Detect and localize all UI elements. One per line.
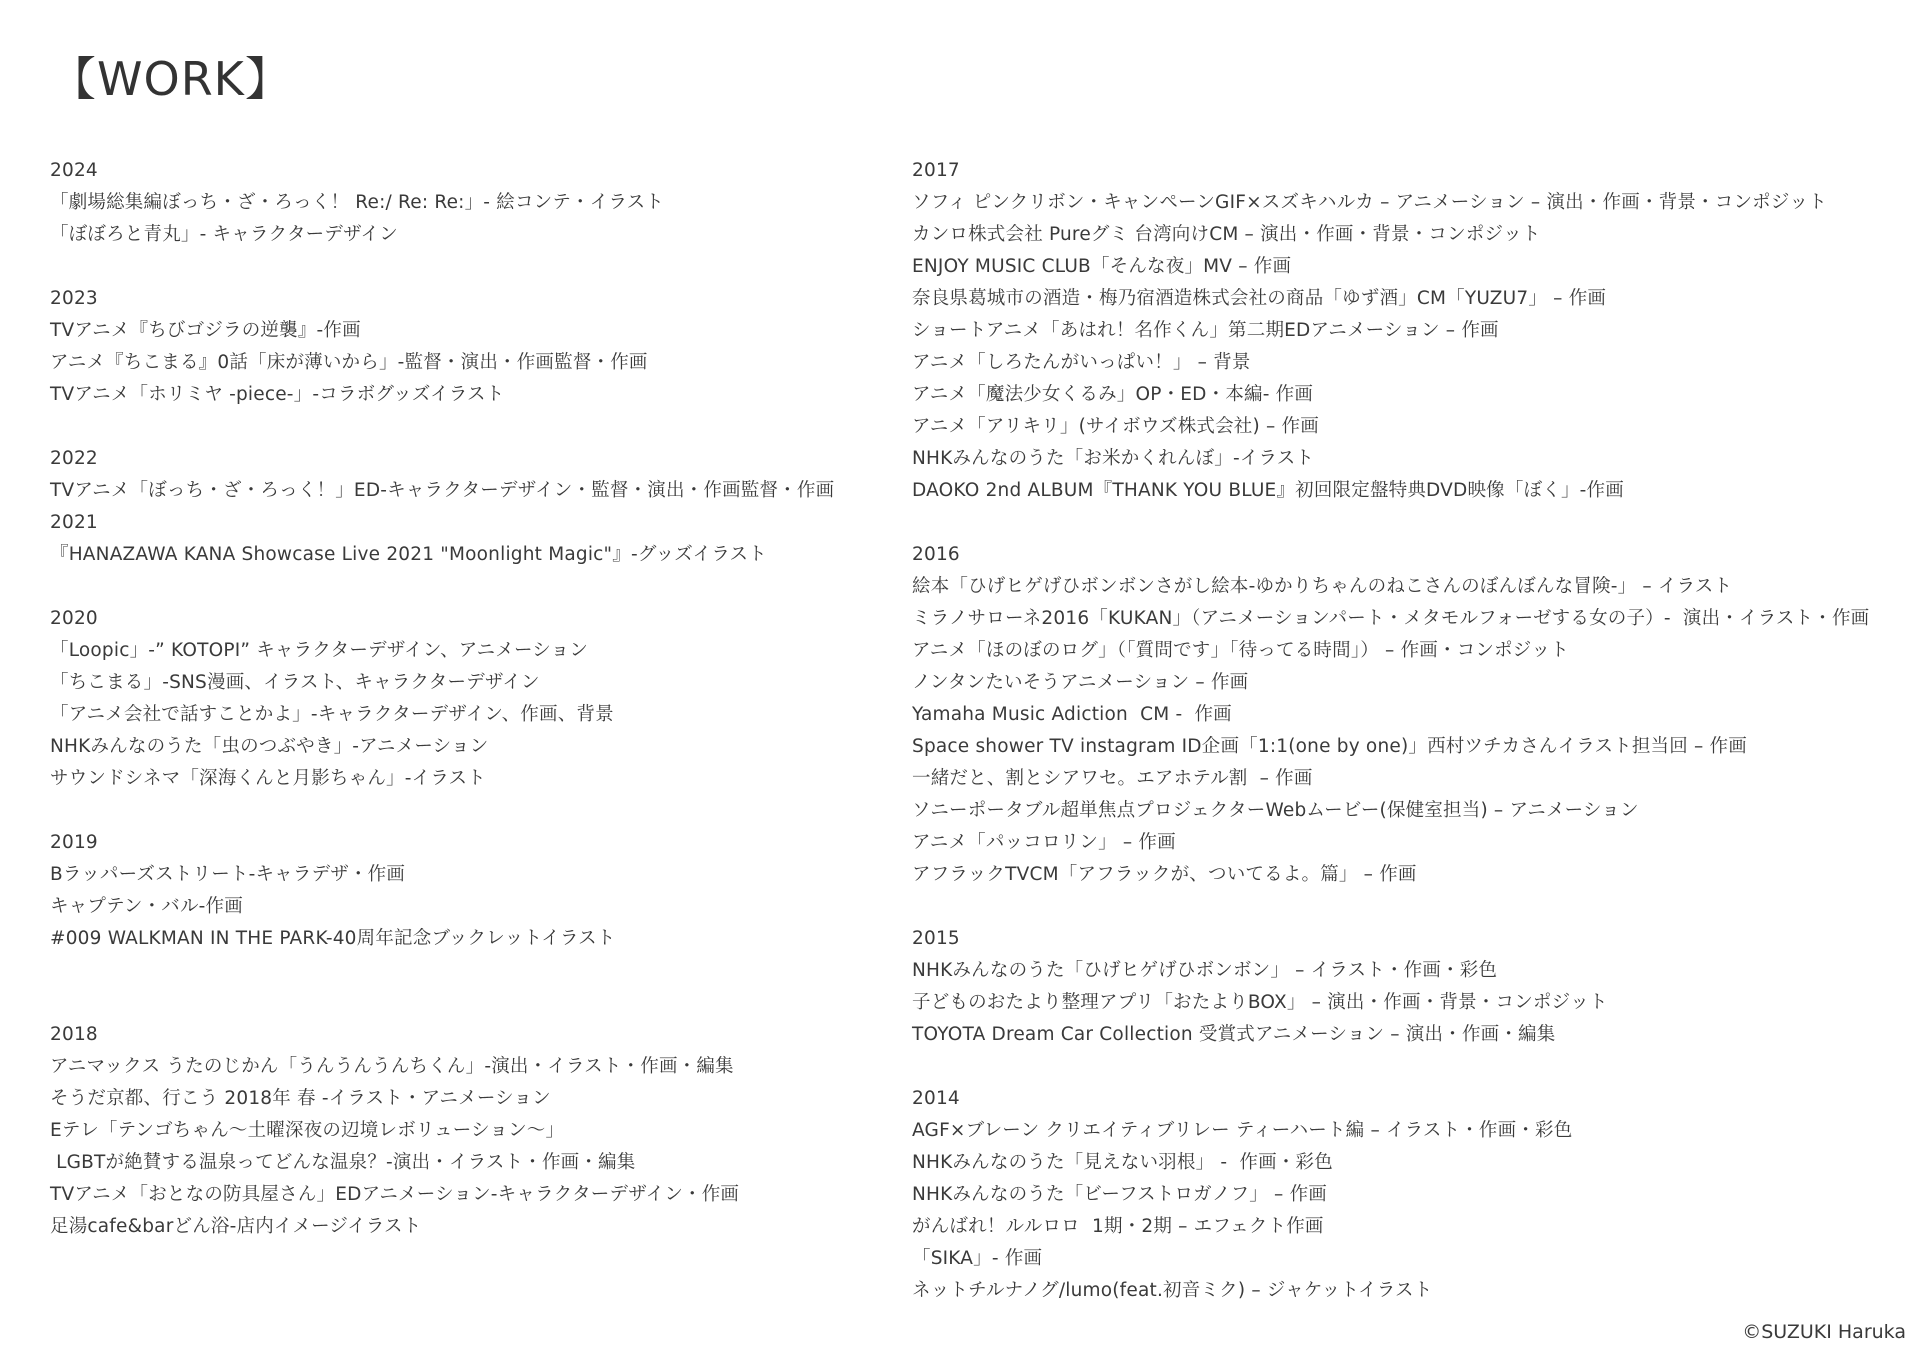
work-entry: NHKみんなのうた「ビーフストロガノフ」 – 作画 bbox=[912, 1184, 1327, 1205]
year-section-2022 bbox=[50, 443, 834, 507]
year-label: 2018 bbox=[50, 1024, 98, 1045]
work-entry: TOYOTA Dream Car Collection 受賞式アニメーション – 演出・作画・編集 bbox=[912, 1024, 1556, 1045]
year-label: 2022 bbox=[50, 448, 98, 469]
section-spacer bbox=[912, 1051, 1869, 1083]
section-spacer bbox=[50, 411, 834, 443]
work-entry: NHKみんなのうた「お米かくれんぼ」-イラスト bbox=[912, 448, 1315, 469]
work-entry: ソニーポータブル超単焦点プロジェクターWebムービー(保健室担当) – アニメーション bbox=[912, 800, 1639, 821]
work-entry: そうだ京都、行こう 2018年 春 -イラスト・アニメーション bbox=[50, 1088, 551, 1109]
year-label: 2014 bbox=[912, 1088, 960, 1109]
work-entry: 子どものおたより整理アプリ「おたよりBOX」 – 演出・作画・背景・コンポジット bbox=[912, 992, 1608, 1013]
work-entry: DAOKO 2nd ALBUM『THANK YOU BLUE』初回限定盤特典DVD映像「ぼく」-作画 bbox=[912, 480, 1624, 501]
work-entry: アニメ「アリキリ」(サイボウズ株式会社) – 作画 bbox=[912, 416, 1319, 437]
year-label: 2017 bbox=[912, 160, 960, 181]
year-label: 2024 bbox=[50, 160, 98, 181]
work-entry: キャプテン・バル-作画 bbox=[50, 896, 243, 917]
work-entry: Eテレ「テンゴちゃん〜土曜深夜の辺境レボリューション〜」 bbox=[50, 1120, 565, 1141]
work-entry: 「ぼぼろと青丸」- キャラクターデザイン bbox=[50, 224, 398, 245]
work-entry: ソフィ ピンクリボン・キャンペーンGIF×スズキハルカ – アニメーション – 演出・作画・背景・コンポジット bbox=[912, 192, 1827, 213]
work-entry: ENJOY MUSIC CLUB「そんな夜」MV – 作画 bbox=[912, 256, 1292, 277]
work-entry: 「アニメ会社で話すことかよ」-キャラクターデザイン、作画、背景 bbox=[50, 704, 614, 725]
work-entry: カンロ株式会社 Pureグミ 台湾向けCM – 演出・作画・背景・コンポジット bbox=[912, 224, 1541, 245]
work-entry: ミラノサローネ2016「KUKAN」（アニメーションパート・メタモルフォーゼする女の子）- 演出・イラスト・作画 bbox=[912, 608, 1870, 629]
work-entry: TVアニメ「ぼっち・ざ・ろっく！」ED-キャラクターデザイン・監督・演出・作画監督・作画 bbox=[50, 480, 835, 501]
work-entry: がんばれ！ルルロロ 1期・2期 – エフェクト作画 bbox=[912, 1216, 1324, 1237]
work-entry: 絵本「ひげヒゲげひボンボンさがし絵本-ゆかりちゃんのねこさんのぼんぼんな冒険-」 – イラスト bbox=[912, 576, 1733, 597]
work-entry: アフラックTVCM「アフラックが、ついてるよ。篇」 – 作画 bbox=[912, 864, 1417, 885]
year-section-2024 bbox=[50, 155, 834, 251]
year-section-2019 bbox=[50, 827, 834, 955]
work-entry: ネットチルナノグ/lumo(feat.初音ミク) – ジャケットイラスト bbox=[912, 1280, 1433, 1301]
work-entry: ショートアニメ「あはれ！名作くん」第二期EDアニメーション – 作画 bbox=[912, 320, 1499, 341]
work-entry: 一緒だと、割とシアワセ。エアホテル割 – 作画 bbox=[912, 768, 1313, 789]
year-section-2017 bbox=[912, 155, 1869, 507]
work-entry: 「Loopic」-” KOTOPI” キャラクターデザイン、アニメーション bbox=[50, 640, 589, 661]
work-entry: 奈良県葛城市の酒造・梅乃宿酒造株式会社の商品「ゆず酒」CM「YUZU7」 – 作画 bbox=[912, 288, 1607, 309]
year-section-2021 bbox=[50, 507, 834, 571]
work-entry: アニマックス うたのじかん「うんうんうんちくん」-演出・イラスト・作画・編集 bbox=[50, 1056, 734, 1077]
section-spacer bbox=[50, 955, 834, 1019]
work-column-left bbox=[50, 155, 834, 1243]
year-section-2020 bbox=[50, 603, 834, 795]
year-label: 2023 bbox=[50, 288, 98, 309]
year-section-2015 bbox=[912, 923, 1869, 1051]
year-section-2014 bbox=[912, 1083, 1869, 1307]
year-section-2023 bbox=[50, 283, 834, 411]
work-entry: TVアニメ「ホリミヤ -piece-」-コラボグッズイラスト bbox=[50, 384, 505, 405]
work-entry: Space shower TV instagram ID企画「1:1(one by one)」西村ツチカさんイラスト担当回 – 作画 bbox=[912, 736, 1747, 757]
section-spacer bbox=[50, 571, 834, 603]
section-spacer bbox=[912, 507, 1869, 539]
year-section-2016 bbox=[912, 539, 1869, 891]
work-entry: Bラッパーズストリート-キャラデザ・作画 bbox=[50, 864, 406, 885]
work-entry: アニメ「しろたんがいっぱい！」 – 背景 bbox=[912, 352, 1251, 373]
year-label: 2016 bbox=[912, 544, 960, 565]
work-entry: LGBTが絶賛する温泉ってどんな温泉？-演出・イラスト・作画・編集 bbox=[50, 1152, 636, 1173]
work-entry: 「劇場総集編ぼっち・ざ・ろっく！ Re:/ Re: Re:」- 絵コンテ・イラスト bbox=[50, 192, 664, 213]
copyright-notice: ©SUZUKI Haruka bbox=[1742, 1321, 1906, 1343]
work-entry: アニメ「魔法少女くるみ」OP・ED・本編- 作画 bbox=[912, 384, 1314, 405]
page-title: 【WORK】 bbox=[50, 52, 292, 106]
work-entry: 足湯cafe&barどん浴-店内イメージイラスト bbox=[50, 1216, 422, 1237]
section-spacer bbox=[912, 891, 1869, 923]
year-label: 2021 bbox=[50, 512, 98, 533]
work-entry: アニメ「パッコロリン」 – 作画 bbox=[912, 832, 1176, 853]
section-spacer bbox=[50, 251, 834, 283]
work-entry: アニメ「ほのぼのログ」（「質問です」「待ってる時間」） – 作画・コンポジット bbox=[912, 640, 1569, 661]
work-entry: AGF×ブレーン クリエイティブリレー ティーハート編 – イラスト・作画・彩色 bbox=[912, 1120, 1573, 1141]
work-entry: TVアニメ「おとなの防具屋さん」EDアニメーション-キャラクターデザイン・作画 bbox=[50, 1184, 740, 1205]
section-spacer bbox=[50, 795, 834, 827]
work-entry: NHKみんなのうた「見えない羽根」 - 作画・彩色 bbox=[912, 1152, 1333, 1173]
work-entry: NHKみんなのうた「ひげヒゲげひボンボン」 – イラスト・作画・彩色 bbox=[912, 960, 1498, 981]
year-label: 2020 bbox=[50, 608, 98, 629]
year-label: 2019 bbox=[50, 832, 98, 853]
work-entry: #009 WALKMAN IN THE PARK-40周年記念ブックレットイラスト bbox=[50, 928, 616, 949]
work-entry: 『HANAZAWA KANA Showcase Live 2021 "Moonlight Magic"』-グッズイラスト bbox=[50, 544, 767, 565]
work-entry: TVアニメ『ちびゴジラの逆襲』-作画 bbox=[50, 320, 361, 341]
work-entry: 「SIKA」- 作画 bbox=[912, 1248, 1043, 1269]
year-label: 2015 bbox=[912, 928, 960, 949]
work-column-right bbox=[912, 155, 1869, 1307]
work-entry: サウンドシネマ「深海くんと月影ちゃん」-イラスト bbox=[50, 768, 486, 789]
work-entry: ノンタンたいそうアニメーション – 作画 bbox=[912, 672, 1249, 693]
work-entry: アニメ『ちこまる』0話「床が薄いから」-監督・演出・作画監督・作画 bbox=[50, 352, 648, 373]
work-entry: Yamaha Music Adiction CM - 作画 bbox=[912, 704, 1232, 725]
work-entry: 「ちこまる」-SNS漫画、イラスト、キャラクターデザイン bbox=[50, 672, 540, 693]
work-entry: NHKみんなのうた「虫のつぶやき」-アニメーション bbox=[50, 736, 489, 757]
year-section-2018 bbox=[50, 1019, 834, 1243]
